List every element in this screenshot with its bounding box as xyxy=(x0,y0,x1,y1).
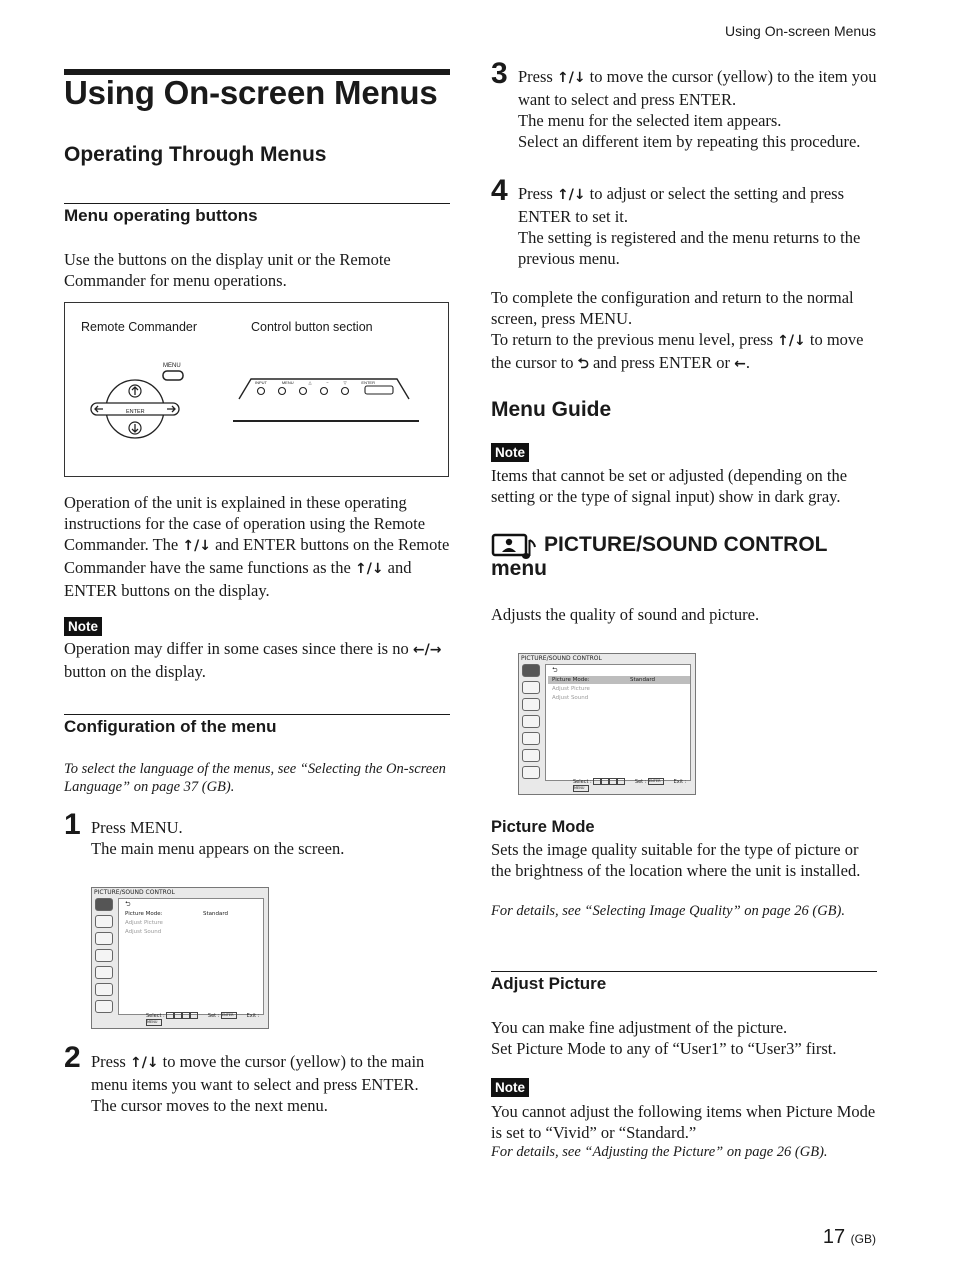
enter-key-label: ENTER xyxy=(126,409,145,415)
select-hint: Select : xyxy=(573,779,592,785)
menu-icon xyxy=(522,698,540,711)
up-down-arrow-icon: ↑/↓ xyxy=(354,561,384,577)
text-line: The main menu appears on the screen. xyxy=(91,839,345,858)
step-number: 4 xyxy=(491,174,508,207)
text-run: Press xyxy=(518,184,557,203)
up-down-arrow-icon: ↑/↓ xyxy=(182,538,211,554)
enter-key: ENTER xyxy=(648,778,664,785)
up-down-arrow-icon: ↑/↓ xyxy=(129,1055,159,1071)
menu-row-value: Standard xyxy=(630,677,656,683)
text-run: Operation may differ in some cases since there is no xyxy=(64,639,413,658)
menu-bottom-bar xyxy=(146,1012,268,1026)
note-badge: Note xyxy=(64,617,102,636)
step-4-text xyxy=(518,183,877,269)
menu-icon xyxy=(522,681,540,694)
panel-label: INPUT xyxy=(255,380,267,385)
remote-commander-drawing xyxy=(85,358,195,443)
picture-sound-desc: Adjusts the quality of sound and picture. xyxy=(491,605,760,624)
menu-key-label: MENU xyxy=(163,363,181,369)
text-run: Operation of the unit is explained in these operating instructions for the case of operation using the Remote Commander. The xyxy=(64,493,426,554)
text-line: Select an different item by repeating this procedure. xyxy=(518,132,861,151)
menu-icon xyxy=(522,766,540,779)
text-line: Press MENU. xyxy=(91,818,183,837)
exit-hint: Exit : xyxy=(246,1013,260,1019)
note-badge: Note xyxy=(491,443,529,462)
text-line: The menu for the selected item appears. xyxy=(518,111,782,130)
text-run: To return to the previous menu level, press xyxy=(491,330,778,349)
picture-sound-heading-line2: menu xyxy=(491,557,548,580)
return-icon: ⮌ xyxy=(577,356,589,372)
menu-row: Adjust Sound xyxy=(552,695,589,701)
picture-sound-icon xyxy=(95,898,113,911)
text-run: and ENTER buttons on the display. xyxy=(64,558,412,600)
text-line: The setting is registered and the menu returns to the previous menu. xyxy=(518,228,861,268)
up-down-arrow-icon: ↑/↓ xyxy=(556,187,586,203)
panel-label: ENTER xyxy=(361,380,375,385)
panel-label: ▽ xyxy=(343,380,347,385)
menu-icon xyxy=(95,949,113,962)
divider xyxy=(64,203,450,204)
text-run: button on the display. xyxy=(64,662,206,681)
step-2-text xyxy=(91,1051,450,1116)
menu-icon-column xyxy=(521,664,543,783)
button-figure xyxy=(64,302,449,477)
step-1-text xyxy=(91,817,450,859)
adjust-crossref: For details, see “Adjusting the Picture” on page 26 (GB). xyxy=(491,1144,828,1160)
picture-sound-icon xyxy=(491,532,539,560)
text-run: to adjust or select the setting and press ENTER to set it. xyxy=(518,184,844,226)
panel-label: − xyxy=(326,380,329,385)
panel-label: MENU xyxy=(281,380,294,385)
enter-key: ENTER xyxy=(221,1012,237,1019)
menu-row: Adjust Sound xyxy=(125,929,162,935)
menu-key: MENU xyxy=(146,1019,162,1026)
menu-icon-column xyxy=(94,898,116,1017)
note-text xyxy=(64,638,450,682)
divider xyxy=(491,971,877,972)
buttons-intro: Use the buttons on the display unit or the Remote Commander for menu operations. xyxy=(64,250,391,290)
step-number: 3 xyxy=(491,57,508,90)
step-number: 1 xyxy=(64,808,81,841)
panel-label: △ xyxy=(308,380,312,385)
buttons-explanation xyxy=(64,492,450,601)
step-number: 2 xyxy=(64,1041,81,1074)
menu-screen-1 xyxy=(91,887,269,1029)
page-number xyxy=(823,1226,876,1249)
language-crossref: To select the language of the menus, see “Selecting the On-screen Language” on page 37 (GB). xyxy=(64,761,446,795)
menu-screen-2 xyxy=(518,653,696,795)
text-run: and ENTER buttons on the Remote Commander have the same functions as the xyxy=(64,535,450,577)
running-head: Using On-screen Menus xyxy=(725,23,876,39)
page-number-suffix: (GB) xyxy=(850,1232,876,1246)
text-run: Press xyxy=(91,1052,130,1071)
menu-panel xyxy=(118,898,264,1015)
menu-screen-title: PICTURE/SOUND CONTROL xyxy=(521,655,602,662)
adjust-picture-text xyxy=(491,1017,877,1059)
menu-row-label: Picture Mode: xyxy=(125,911,163,917)
step-3-text xyxy=(518,66,877,152)
exit-hint: Exit : xyxy=(673,779,687,785)
menu-row xyxy=(552,677,656,683)
menu-row: Adjust Picture xyxy=(552,686,590,692)
text-line: The cursor moves to the next menu. xyxy=(91,1096,328,1115)
menu-icon xyxy=(522,715,540,728)
text-line: Set Picture Mode to any of “User1” to “User3” first. xyxy=(491,1039,837,1058)
up-down-arrow-icon: ↑/↓ xyxy=(556,70,586,86)
set-hint: Set : xyxy=(207,1013,220,1019)
picture-mode-text: Sets the image quality suitable for the type of picture or the brightness of the location where the unit is installed. xyxy=(491,840,861,880)
note-badge: Note xyxy=(491,1078,529,1097)
text-run: to move the cursor to xyxy=(491,330,864,372)
menu-row-label: Picture Mode: xyxy=(552,677,590,683)
menu-bottom-bar xyxy=(573,778,695,792)
picture-mode-crossref: For details, see “Selecting Image Quality” on page 26 (GB). xyxy=(491,903,845,919)
menu-icon xyxy=(522,749,540,762)
adjust-note-text: You cannot adjust the following items when Picture Mode is set to “Vivid” or “Standard.” xyxy=(491,1102,876,1142)
menu-key xyxy=(163,371,183,380)
left-right-arrow-icon: ←/→ xyxy=(412,642,442,658)
menu-icon xyxy=(95,966,113,979)
text-line: You can make fine adjustment of the picture. xyxy=(491,1018,788,1037)
text-line xyxy=(91,1051,450,1095)
menu-row: Adjust Picture xyxy=(125,920,163,926)
menu-icon xyxy=(95,1000,113,1013)
subheading-configuration: Configuration of the menu xyxy=(64,717,277,736)
remote-commander-label: Remote Commander xyxy=(81,320,198,334)
panel-button-labels xyxy=(255,380,375,385)
control-button-section-label: Control button section xyxy=(251,320,373,334)
page-title: Using On-screen Menus xyxy=(64,74,438,111)
menu-row xyxy=(125,911,229,917)
left-arrow-icon: ← xyxy=(734,356,746,372)
guide-note-text: Items that cannot be set or adjusted (depending on the setting or the type of signal input) show in dark gray. xyxy=(491,466,848,506)
text-line xyxy=(491,329,877,375)
select-hint: Select : xyxy=(146,1013,165,1019)
text-run: to move the cursor (yellow) to the item you want to select and press ENTER. xyxy=(518,67,877,109)
menu-panel xyxy=(545,664,691,781)
text-run: and press ENTER or xyxy=(588,353,735,372)
text-run: Press xyxy=(518,67,557,86)
page-number-value: 17 xyxy=(822,1226,846,1248)
return-icon: ⮌ xyxy=(125,900,131,908)
complete-instructions xyxy=(491,287,877,375)
subheading-adjust-picture: Adjust Picture xyxy=(491,974,607,993)
section-heading-menu-guide: Menu Guide xyxy=(491,398,612,421)
return-icon: ⮌ xyxy=(552,666,558,674)
section-heading-operating: Operating Through Menus xyxy=(64,143,327,166)
text-run: to move the cursor (yellow) to the main menu items you want to select and press ENTER. xyxy=(91,1052,425,1094)
text-run: . xyxy=(745,353,750,372)
picture-sound-heading-line1: PICTURE/SOUND CONTROL xyxy=(544,533,828,556)
text-line: To complete the configuration and return to the normal screen, press MENU. xyxy=(491,288,854,328)
picture-mode-heading: Picture Mode xyxy=(491,818,595,836)
up-down-arrow-icon: ↑/↓ xyxy=(777,333,806,349)
text-line xyxy=(518,66,877,110)
divider xyxy=(64,714,450,715)
menu-icon xyxy=(522,732,540,745)
menu-icon xyxy=(95,983,113,996)
set-hint: Set : xyxy=(634,779,647,785)
picture-sound-icon xyxy=(522,664,540,677)
text-line xyxy=(518,183,877,227)
menu-row-value: Standard xyxy=(203,911,229,917)
menu-key: MENU xyxy=(573,785,589,792)
subheading-menu-buttons: Menu operating buttons xyxy=(64,206,258,225)
menu-screen-title: PICTURE/SOUND CONTROL xyxy=(94,889,175,896)
menu-icon xyxy=(95,932,113,945)
menu-icon xyxy=(95,915,113,928)
